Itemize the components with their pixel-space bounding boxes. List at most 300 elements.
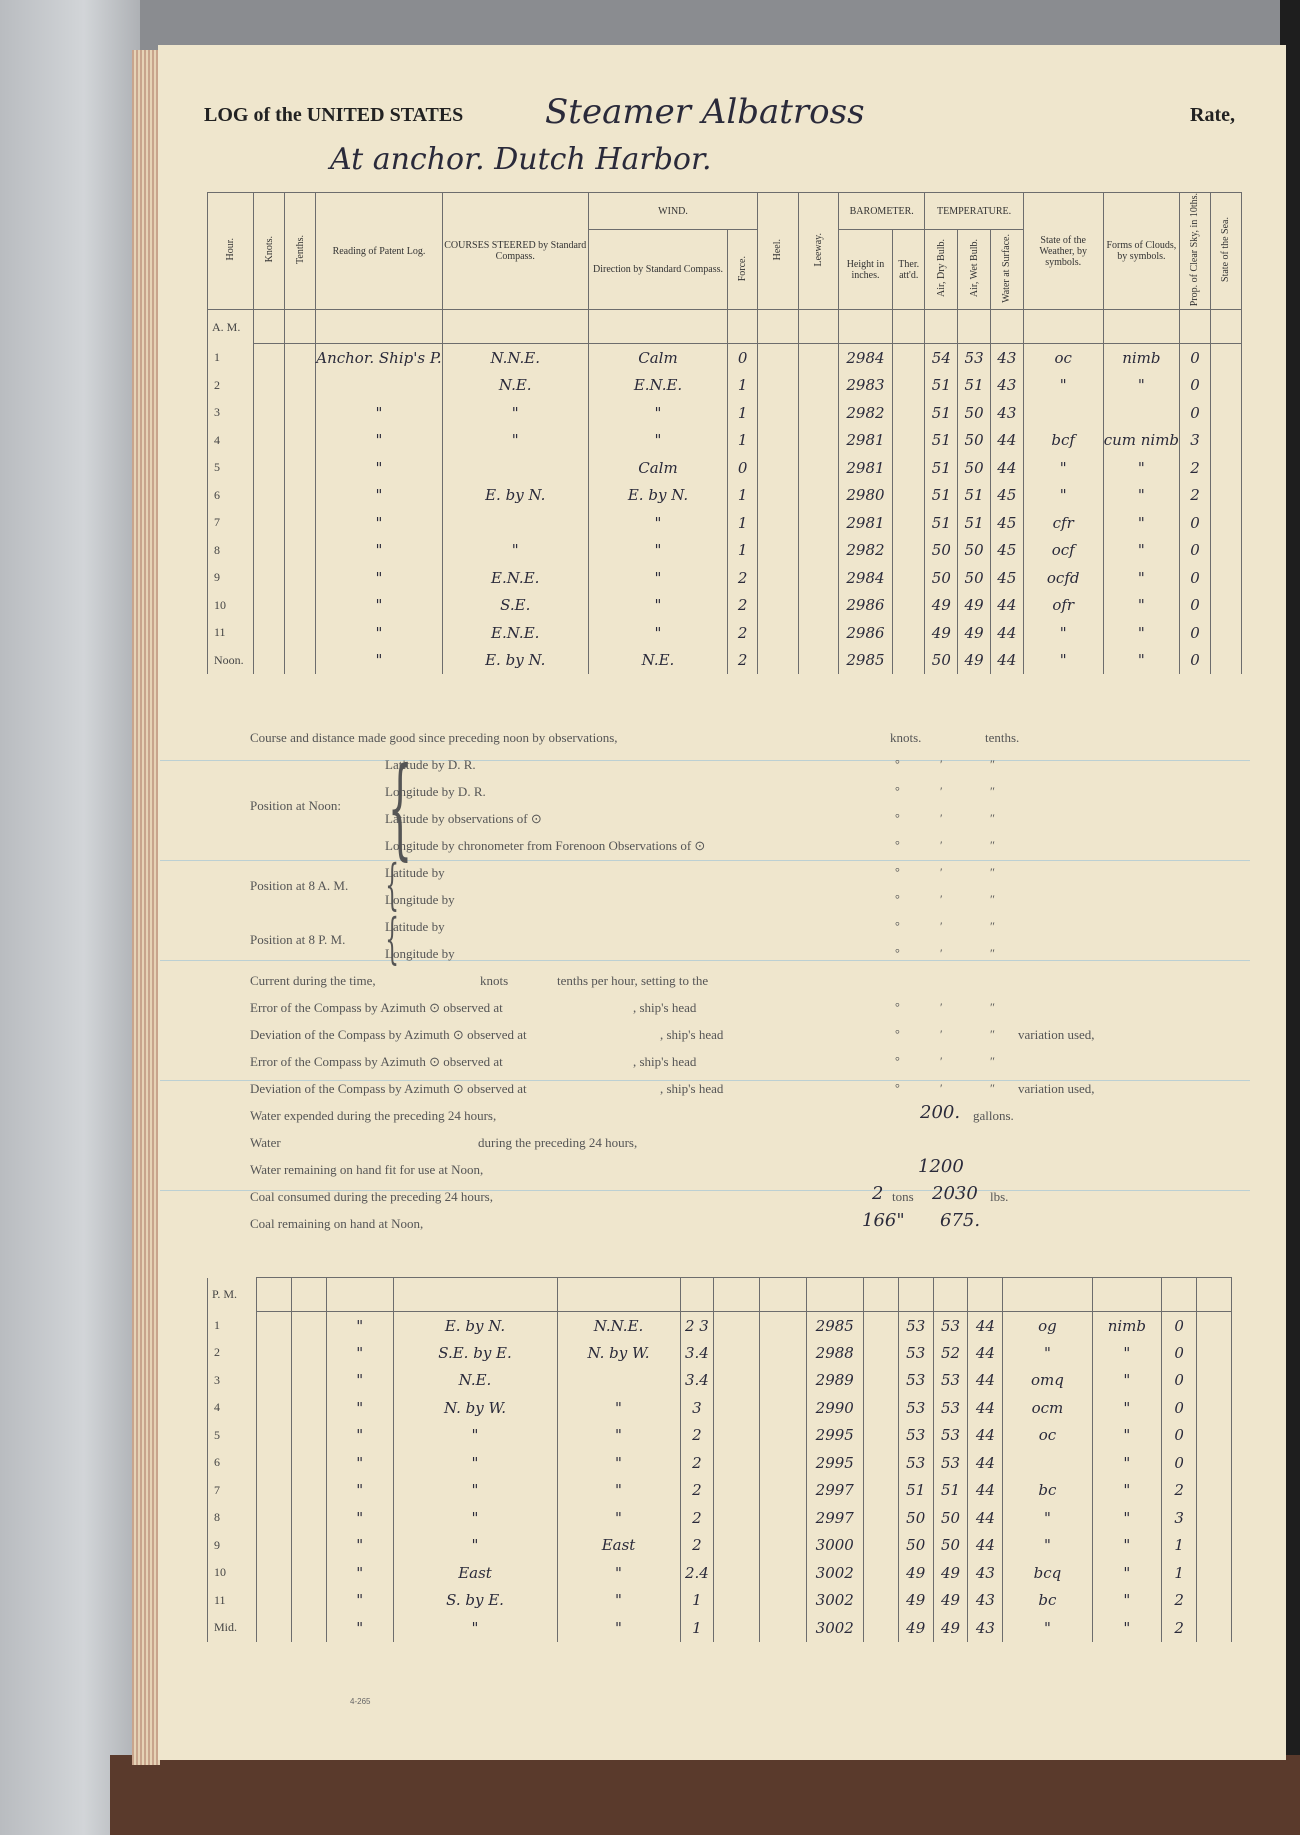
cell-force — [728, 371, 758, 399]
wind-value: " — [615, 1426, 622, 1445]
cell-hour — [208, 1532, 257, 1560]
cell-clouds — [1092, 1559, 1162, 1587]
force-header: Force. — [728, 230, 758, 310]
cell-tenths — [285, 481, 316, 509]
wet-value: 53 — [964, 348, 984, 367]
log-value: " — [375, 541, 383, 559]
cell-clouds — [1092, 1367, 1162, 1395]
course-value: N.E. — [498, 376, 532, 394]
hour-value: 4 — [214, 1400, 220, 1415]
cell-clear — [1162, 1532, 1197, 1560]
cell-sea — [1197, 1339, 1232, 1367]
cell-sea — [1197, 1312, 1232, 1340]
cell-force — [728, 646, 758, 674]
heel-header: Heel. — [758, 193, 798, 310]
cell-log — [326, 1422, 393, 1450]
hour-value: Mid. — [214, 1620, 238, 1635]
force-value: 2 — [737, 596, 748, 614]
cell-ther — [863, 1367, 898, 1395]
cell-dry — [898, 1614, 933, 1642]
degree-mark: ° — [895, 865, 900, 879]
cell-force — [728, 481, 758, 509]
clear-sky-header: Prop. of Clear Sky, in 10ths. — [1180, 193, 1211, 310]
cell-clouds — [1092, 1312, 1162, 1340]
cell-sea — [1210, 371, 1241, 399]
cell-course — [393, 1339, 557, 1367]
wet-value: 53 — [941, 1426, 961, 1445]
degree-mark: ′ — [940, 1027, 943, 1041]
cell-clouds — [1092, 1449, 1162, 1477]
degree-mark: ° — [895, 946, 900, 960]
weather-value: ofr — [1052, 596, 1075, 614]
weather-value: bcq — [1033, 1563, 1062, 1582]
clouds-value: " — [1123, 1508, 1131, 1527]
cell-bar — [806, 1587, 863, 1615]
lat-8pm-label: Latitude by — [385, 919, 445, 934]
cell-knots — [254, 564, 285, 592]
cell-bar — [838, 646, 892, 674]
hour-value: 1 — [214, 1317, 220, 1332]
cell-wet — [933, 1367, 968, 1395]
cell-log — [316, 426, 442, 454]
cell-leeway — [798, 481, 838, 509]
clear-value: 1 — [1174, 1536, 1184, 1555]
degree-mark: ′ — [940, 1054, 943, 1068]
cell-heel — [758, 454, 798, 482]
wind-value: " — [615, 1481, 622, 1500]
course-value: " — [471, 1481, 479, 1500]
cell-tenths — [285, 619, 316, 647]
wind-header: WIND. — [588, 193, 757, 230]
degree-mark: ′ — [940, 811, 943, 825]
degree-mark: ′ — [940, 892, 943, 906]
cell-sea — [1197, 1367, 1232, 1395]
cell-bar — [806, 1614, 863, 1642]
bar-value: 2983 — [846, 376, 885, 394]
wet-value: 51 — [964, 376, 984, 394]
cell-clouds — [1103, 536, 1179, 564]
cell-wind — [557, 1449, 680, 1477]
wind-value: E.N.E. — [633, 376, 683, 394]
course-value: E. by N. — [485, 651, 546, 669]
cell-ther — [892, 454, 925, 482]
cell-force — [680, 1422, 714, 1450]
log-value: " — [375, 486, 383, 504]
weather-value: og — [1038, 1316, 1057, 1335]
deviation-compass-1: Deviation of the Compass by Azimuth ⊙ observed at — [250, 1027, 527, 1042]
knots-header: Knots. — [254, 193, 285, 310]
force-value: 1 — [692, 1591, 702, 1610]
cell-leeway — [760, 1532, 806, 1560]
cell-knots — [254, 371, 285, 399]
cell-log — [316, 371, 442, 399]
cell-weather — [1003, 1312, 1092, 1340]
cell-water — [968, 1312, 1003, 1340]
force-value: 3.4 — [684, 1371, 709, 1390]
cell-force — [728, 619, 758, 647]
cell-force — [680, 1532, 714, 1560]
dry-value: 51 — [931, 403, 951, 422]
cell-hour — [208, 646, 254, 674]
cell-course — [393, 1312, 557, 1340]
force-value: 1 — [737, 486, 748, 504]
cell-wet — [933, 1614, 968, 1642]
cell-hour — [208, 1394, 257, 1422]
cell-wet — [958, 619, 991, 647]
weather-value: oc — [1038, 1426, 1057, 1445]
cell-leeway — [760, 1504, 806, 1532]
rate-label: Rate, — [1190, 104, 1235, 126]
water-remaining-value: 1200 — [918, 1156, 964, 1177]
cell-wet — [958, 426, 991, 454]
cell-ther — [892, 564, 925, 592]
dry-value: 50 — [931, 541, 951, 559]
cell-clouds — [1092, 1614, 1162, 1642]
cell-dry — [898, 1367, 933, 1395]
cell-wet — [958, 399, 991, 427]
cell-ther — [863, 1394, 898, 1422]
position-noon-label: Position at Noon: — [250, 798, 342, 813]
cell-wet — [958, 536, 991, 564]
wet-value: 50 — [964, 541, 984, 559]
log-value: " — [356, 1563, 364, 1582]
cell-bar — [806, 1394, 863, 1422]
cell-clouds — [1103, 344, 1179, 372]
degree-mark: ° — [895, 1027, 900, 1041]
courses-header: COURSES STEERED by Standard Compass. — [442, 193, 588, 310]
cell-knots — [254, 509, 285, 537]
cell-clear — [1162, 1614, 1197, 1642]
force-value: 2 — [692, 1426, 702, 1445]
cell-clear — [1180, 564, 1211, 592]
clear-value: 0 — [1174, 1316, 1184, 1335]
cell-hour — [208, 1367, 257, 1395]
cell-leeway — [798, 371, 838, 399]
cell-leeway — [798, 646, 838, 674]
cell-tenths — [285, 646, 316, 674]
cell-tenths — [285, 344, 316, 372]
cell-leeway — [760, 1559, 806, 1587]
cell-ther — [892, 399, 925, 427]
cell-bar — [838, 344, 892, 372]
water-value: 43 — [975, 1618, 995, 1637]
cell-dry — [925, 591, 958, 619]
log-value: " — [375, 568, 383, 587]
cell-clouds — [1103, 591, 1179, 619]
degree-mark: ″ — [990, 838, 995, 852]
variation-used-2: variation used, — [1018, 1081, 1095, 1096]
form-code: 4-265 — [350, 1697, 371, 1706]
cell-hour — [208, 1339, 257, 1367]
cell-log — [316, 454, 442, 482]
cell-water — [968, 1339, 1003, 1367]
cell-dry — [898, 1339, 933, 1367]
cell-log — [326, 1394, 393, 1422]
hour-value: 8 — [214, 1510, 220, 1525]
table-row — [208, 536, 1242, 564]
degree-mark: ″ — [990, 811, 995, 825]
weather-value: " — [1059, 376, 1067, 394]
wet-value: 53 — [941, 1371, 961, 1390]
cell-wind — [588, 646, 727, 674]
cell-tenths — [292, 1312, 327, 1340]
cell-clouds — [1092, 1532, 1162, 1560]
cell-bar — [838, 371, 892, 399]
cell-knots — [257, 1394, 292, 1422]
bar-value: 2985 — [815, 1316, 854, 1335]
cell-wet — [933, 1587, 968, 1615]
hour-value: 6 — [214, 487, 220, 502]
clear-value: 0 — [1190, 403, 1200, 422]
degree-mark: ″ — [990, 1027, 995, 1041]
cell-course — [393, 1504, 557, 1532]
cell-course — [393, 1422, 557, 1450]
hour-value: 5 — [214, 1427, 220, 1442]
dry-value: 53 — [906, 1316, 926, 1335]
degree-mark: ° — [895, 811, 900, 825]
course-value: S. by E. — [446, 1591, 504, 1610]
clouds-value: " — [1123, 1591, 1131, 1610]
wind-value: N.N.E. — [593, 1316, 644, 1335]
cell-log — [326, 1312, 393, 1340]
cell-wet — [933, 1477, 968, 1505]
course-value: " — [471, 1508, 479, 1527]
wet-value: 49 — [964, 651, 984, 669]
force-value: 2.4 — [684, 1563, 709, 1582]
hour-value: 9 — [214, 570, 220, 584]
wet-value: 51 — [964, 513, 984, 532]
cell-wind — [557, 1532, 680, 1560]
log-value: " — [375, 623, 383, 642]
clouds-value: " — [1123, 1398, 1131, 1417]
cell-clear — [1180, 646, 1211, 674]
cell-course — [393, 1559, 557, 1587]
dry-value: 51 — [931, 486, 951, 504]
force-value: 2 — [692, 1453, 702, 1472]
cell-course — [393, 1587, 557, 1615]
clear-value: 2 — [1190, 486, 1200, 504]
force-value: 1 — [737, 403, 748, 422]
water-value: 44 — [997, 651, 1017, 669]
bar-value: 3000 — [815, 1536, 854, 1555]
clear-value: 2 — [1190, 458, 1200, 477]
cell-heel — [714, 1559, 760, 1587]
cell-tenths — [292, 1339, 327, 1367]
water-value: 44 — [997, 596, 1017, 614]
cell-clear — [1162, 1394, 1197, 1422]
tenths-unit: tenths. — [985, 730, 1020, 745]
cell-knots — [254, 481, 285, 509]
cell-sea — [1197, 1449, 1232, 1477]
cell-wind — [588, 564, 727, 592]
bar-value: 2995 — [815, 1426, 854, 1445]
weather-value: " — [1043, 1536, 1051, 1555]
force-value: 3.4 — [684, 1343, 709, 1362]
clear-value: 2 — [1174, 1618, 1184, 1637]
cell-wet — [958, 646, 991, 674]
cell-sea — [1197, 1559, 1232, 1587]
cell-weather — [1003, 1339, 1092, 1367]
cell-sea — [1210, 646, 1241, 674]
bar-value: 3002 — [815, 1563, 854, 1582]
degree-mark: ° — [895, 784, 900, 798]
cell-course — [442, 646, 588, 674]
cell-clouds — [1103, 509, 1179, 537]
cell-sea — [1210, 591, 1241, 619]
cell-weather — [1023, 509, 1103, 537]
degree-mark: ′ — [940, 919, 943, 933]
cell-sea — [1197, 1422, 1232, 1450]
cell-dry — [898, 1422, 933, 1450]
cell-log — [326, 1532, 393, 1560]
degree-mark: ° — [895, 919, 900, 933]
current-tenths: tenths per hour, setting to the — [557, 973, 709, 988]
cell-weather — [1003, 1367, 1092, 1395]
cell-sea — [1210, 619, 1241, 647]
cell-leeway — [760, 1587, 806, 1615]
weather-value: ocm — [1031, 1398, 1064, 1417]
degree-mark: ″ — [990, 946, 995, 960]
cell-clear — [1180, 344, 1211, 372]
cell-bar — [838, 564, 892, 592]
coal-remaining-label: Coal remaining on hand at Noon, — [250, 1216, 424, 1231]
cell-force — [728, 564, 758, 592]
cell-course — [442, 454, 588, 482]
wet-value: 50 — [941, 1536, 961, 1555]
hour-value: 8 — [214, 542, 220, 557]
force-value: 0 — [737, 458, 748, 477]
cell-heel — [758, 619, 798, 647]
clouds-value: " — [1137, 568, 1145, 587]
clouds-value: " — [1123, 1371, 1131, 1390]
hour-value: 2 — [214, 1345, 220, 1360]
dry-value: 49 — [906, 1618, 926, 1637]
degree-mark: ″ — [990, 1054, 995, 1068]
cell-clouds — [1092, 1422, 1162, 1450]
cell-force — [680, 1587, 714, 1615]
cell-log — [326, 1339, 393, 1367]
cell-sea — [1210, 509, 1241, 537]
cell-sea — [1197, 1394, 1232, 1422]
hour-value: 11 — [214, 625, 226, 639]
error-compass-2: Error of the Compass by Azimuth ⊙ observed at — [250, 1054, 503, 1069]
cell-heel — [714, 1339, 760, 1367]
clouds-value: cum nimb — [1103, 431, 1180, 449]
course-value: N. by W. — [443, 1398, 507, 1417]
cell-sea — [1210, 426, 1241, 454]
dry-value: 49 — [906, 1591, 926, 1610]
cell-course — [442, 619, 588, 647]
cell-leeway — [760, 1394, 806, 1422]
weather-value: " — [1043, 1508, 1051, 1527]
vessel-name: Steamer Albatross — [545, 92, 865, 132]
weather-value: ocf — [1051, 541, 1075, 559]
cell-log — [326, 1367, 393, 1395]
cell-water — [990, 564, 1023, 592]
cell-sea — [1210, 344, 1241, 372]
current-label: Current during the time, — [250, 973, 376, 988]
cell-hour — [208, 1504, 257, 1532]
cell-knots — [257, 1587, 292, 1615]
cell-weather — [1023, 481, 1103, 509]
cell-tenths — [285, 509, 316, 537]
cell-wet — [958, 481, 991, 509]
cell-wind — [557, 1587, 680, 1615]
wind-value: Calm — [638, 458, 678, 477]
clear-value: 0 — [1174, 1398, 1184, 1417]
cell-course — [442, 371, 588, 399]
cell-tenths — [292, 1559, 327, 1587]
wind-value: " — [654, 623, 662, 642]
cell-water — [990, 371, 1023, 399]
cell-hour — [208, 1559, 257, 1587]
cell-water — [990, 509, 1023, 537]
cell-log — [316, 399, 442, 427]
water-expended-label: Water expended during the preceding 24 hours, — [250, 1108, 497, 1123]
cell-bar — [838, 591, 892, 619]
cell-course — [393, 1367, 557, 1395]
degree-mark: ′ — [940, 757, 943, 771]
barometer-header: BAROMETER. — [838, 193, 925, 230]
cell-dry — [925, 646, 958, 674]
cell-course — [442, 399, 588, 427]
cell-course — [393, 1477, 557, 1505]
cell-force — [728, 591, 758, 619]
force-value: 2 3 — [684, 1316, 709, 1335]
degree-mark: ″ — [990, 784, 995, 798]
wet-value: 51 — [941, 1481, 961, 1500]
cell-sea — [1197, 1614, 1232, 1642]
hour-value: 3 — [214, 1372, 220, 1387]
cell-heel — [758, 536, 798, 564]
cell-knots — [257, 1504, 292, 1532]
brace: { — [385, 853, 400, 916]
cell-hour — [208, 619, 254, 647]
course-value: S.E. — [500, 596, 531, 614]
dry-value: 50 — [906, 1536, 926, 1555]
cell-wind — [588, 591, 727, 619]
cell-bar — [838, 399, 892, 427]
cell-leeway — [760, 1422, 806, 1450]
cell-bar — [838, 536, 892, 564]
cell-bar — [806, 1559, 863, 1587]
table-row — [208, 426, 1242, 454]
cell-leeway — [798, 399, 838, 427]
cell-clouds — [1092, 1394, 1162, 1422]
cell-water — [968, 1559, 1003, 1587]
clear-value: 2 — [1174, 1481, 1184, 1500]
cell-log — [326, 1449, 393, 1477]
cell-wet — [958, 591, 991, 619]
water-during-label: during the preceding 24 hours, — [478, 1135, 638, 1150]
cell-ther — [863, 1614, 898, 1642]
cell-hour — [208, 1312, 257, 1340]
course-value: " — [511, 541, 519, 559]
weather-value: bc — [1038, 1591, 1057, 1610]
table-row — [208, 1394, 1232, 1422]
cell-ther — [863, 1422, 898, 1450]
cell-heel — [758, 481, 798, 509]
table-row — [208, 371, 1242, 399]
cell-knots — [257, 1532, 292, 1560]
wet-value: 49 — [964, 596, 984, 614]
cell-water — [968, 1477, 1003, 1505]
cell-leeway — [798, 454, 838, 482]
dry-value: 50 — [906, 1508, 926, 1527]
gallons-unit: gallons. — [973, 1108, 1014, 1123]
clouds-value: " — [1123, 1536, 1131, 1555]
cell-heel — [758, 509, 798, 537]
